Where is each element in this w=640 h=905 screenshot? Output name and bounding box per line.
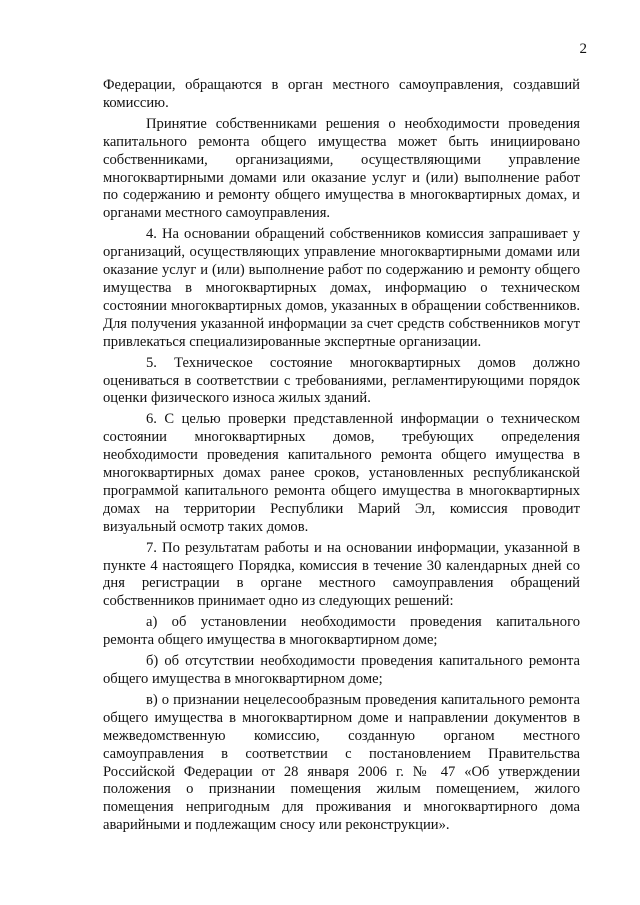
paragraph-item-5: 5. Техническое состояние многоквартирных домов должно оцениваться в соответствии с требованиями, регламентирующими порядок оценки физического износа жилых зданий. — [103, 354, 580, 407]
paragraph-subitem-a: а) об установлении необходимости проведения капитального ремонта общего имущества в многоквартирном доме; — [103, 614, 580, 649]
paragraph-initiation: Принятие собственниками решения о необходимости проведения капитального ремонта общего имущества может быть инициировано собственниками, организациями, осуществляющими управление многоквартирными домами или оказание услуг и (или) выполнение работ по содержанию и ремонту общего имущества в многоквартирных домах, и органами местного самоуправления. — [103, 115, 580, 222]
page-number: 2 — [579, 41, 587, 57]
paragraph-subitem-b: б) об отсутствии необходимости проведения капитального ремонта общего имущества в многоквартирном доме; — [103, 653, 580, 687]
paragraph-item-7: 7. По результатам работы и на основании информации, указанной в пункте 4 настоящего Порядка, комиссия в течение 30 календарных дней со дня регистрации в органе местного самоуправления обращений собственников принимает одно из следующих решений: — [103, 539, 580, 610]
document-body — [103, 77, 580, 838]
paragraph-item-4: 4. На основании обращений собственников комиссия запрашивает у организаций, осуществляющих управление многоквартирными домами или оказание услуг и (или) выполнение работ по содержанию и ремонту общего имущества в многоквартирных домах, информацию о техническом состоянии многоквартирных домов, указанных в обращении собственников. Для получения указанной информации за счет средств собственников могут привлекаться специализированные экспертные организации. — [103, 226, 580, 350]
paragraph-item-6: 6. С целью проверки представленной информации о техническом состоянии многоквартирных домов, требующих определения необходимости проведения капитального ремонта общего имущества в многоквартирных домах ранее сроков, установленных республиканской программой капитального ремонта общего имущества в многоквартирных домах на территории Республики Марий Эл, комиссия проводит визуальный осмотр таких домов. — [103, 411, 580, 535]
paragraph-continuation: Федерации, обращаются в орган местного самоуправления, создавший комиссию. — [103, 77, 580, 111]
paragraph-subitem-v: в) о признании нецелесообразным проведения капитального ремонта общего имущества в многоквартирном доме и направлении документов в межведомственную комиссию, созданную органом местного самоуправления в соответствии с постановлением Правительства Российской Федерации от 28 января 2006 г. № 47 «Об утверждении положения о признании помещения жилым помещением, жилого помещения непригодным для проживания и многоквартирного дома аварийными и подлежащим сносу или реконструкции». — [103, 691, 580, 834]
